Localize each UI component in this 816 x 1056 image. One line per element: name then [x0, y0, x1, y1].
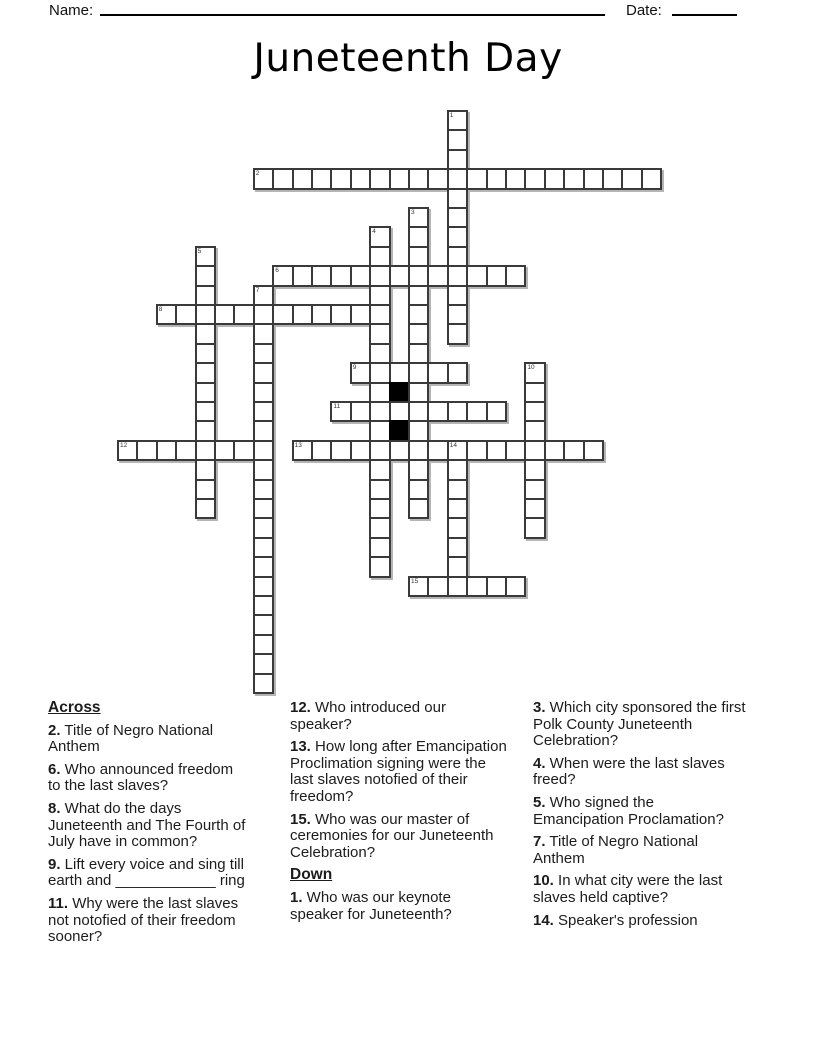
grid-cell[interactable] — [389, 168, 410, 189]
grid-cell[interactable] — [408, 226, 429, 247]
grid-cell[interactable] — [253, 537, 274, 558]
grid-cell[interactable] — [408, 246, 429, 267]
grid-cell[interactable] — [544, 440, 565, 461]
grid-cell[interactable] — [447, 517, 468, 538]
grid-cell[interactable] — [272, 168, 293, 189]
grid-cell[interactable] — [486, 168, 507, 189]
grid-cell[interactable] — [195, 246, 216, 267]
grid-cell[interactable] — [311, 265, 332, 286]
grid-cell[interactable] — [408, 420, 429, 441]
grid-cell[interactable] — [427, 362, 448, 383]
grid-cell[interactable] — [369, 479, 390, 500]
grid-cell[interactable] — [524, 168, 545, 189]
grid-cell[interactable] — [214, 304, 235, 325]
grid-cell[interactable] — [350, 304, 371, 325]
grid-cell[interactable] — [621, 168, 642, 189]
grid-cell[interactable] — [447, 498, 468, 519]
clue-text: Speaker's profession — [553, 911, 698, 929]
clue-item — [533, 700, 748, 750]
clue-number: 3. — [533, 699, 546, 716]
grid-cell[interactable] — [253, 498, 274, 519]
grid-cell[interactable] — [369, 285, 390, 306]
grid-cell[interactable] — [369, 517, 390, 538]
grid-cell[interactable] — [253, 479, 274, 500]
grid-cell[interactable] — [524, 517, 545, 538]
name-blank-line[interactable] — [100, 14, 605, 16]
grid-cell[interactable] — [408, 168, 429, 189]
grid-cell[interactable] — [292, 265, 313, 286]
clue-item — [290, 812, 508, 862]
grid-cell[interactable] — [524, 401, 545, 422]
grid-cell[interactable] — [427, 576, 448, 597]
clue-number: 2. — [48, 721, 61, 739]
grid-cell[interactable] — [253, 595, 274, 616]
grid-cell[interactable] — [253, 362, 274, 383]
grid-cell[interactable] — [389, 362, 410, 383]
clue-text: Who introduced our speaker? — [290, 699, 446, 733]
grid-cell[interactable] — [369, 440, 390, 461]
grid-cell[interactable] — [233, 440, 254, 461]
grid-cell[interactable] — [195, 459, 216, 480]
grid-cell[interactable] — [369, 168, 390, 189]
grid-cell[interactable] — [389, 265, 410, 286]
grid-cell[interactable] — [524, 420, 545, 441]
clue-number: 9. — [48, 855, 61, 873]
clue-number: 7. — [533, 833, 546, 851]
clue-text: What do the days Juneteenth and The Fourth of July have in common? — [48, 799, 246, 851]
grid-cell[interactable] — [408, 576, 429, 597]
grid-cell[interactable] — [156, 440, 177, 461]
grid-cell[interactable] — [233, 304, 254, 325]
clue-item — [48, 762, 248, 795]
grid-cell[interactable] — [253, 382, 274, 403]
clue-number: 1. — [290, 888, 303, 906]
down-heading: Down — [290, 866, 333, 884]
grid-cell[interactable] — [369, 246, 390, 267]
grid-cell-number: 4 — [372, 228, 376, 236]
grid-cell[interactable] — [447, 556, 468, 577]
clue-number: 11. — [48, 894, 69, 912]
grid-cell[interactable] — [486, 265, 507, 286]
grid-cell[interactable] — [447, 304, 468, 325]
grid-cell[interactable] — [524, 362, 545, 383]
grid-cell[interactable] — [330, 168, 351, 189]
grid-cell[interactable] — [292, 304, 313, 325]
grid-cell[interactable] — [466, 265, 487, 286]
clue-column-middle — [290, 700, 508, 929]
grid-cell[interactable] — [486, 401, 507, 422]
grid-cell[interactable] — [253, 168, 274, 189]
clue-number: 5. — [533, 793, 546, 811]
grid-cell-number: 1 — [449, 112, 454, 119]
clue-text: When were the last slaves freed? — [533, 754, 725, 789]
clue-number: 15. — [290, 810, 311, 828]
grid-cell[interactable] — [466, 576, 487, 597]
grid-cell[interactable] — [602, 168, 623, 189]
grid-cell[interactable] — [195, 420, 216, 441]
clue-number: 13. — [290, 738, 311, 756]
grid-cell[interactable] — [369, 459, 390, 480]
grid-cell[interactable] — [447, 207, 468, 228]
black-cell — [389, 382, 410, 403]
grid-cell[interactable] — [253, 634, 274, 655]
grid-cell[interactable] — [524, 498, 545, 519]
grid-cell-number: 8 — [158, 306, 163, 313]
grid-cell[interactable] — [253, 653, 274, 674]
grid-cell[interactable] — [544, 168, 565, 189]
grid-cell[interactable] — [408, 207, 429, 228]
grid-cell-number: 10 — [527, 364, 535, 372]
clue-number: 8. — [48, 799, 61, 817]
clue-text: Lift every voice and sing till earth and ____________ ring — [48, 855, 245, 890]
grid-cell[interactable] — [253, 401, 274, 422]
clue-text: In what city were the last slaves held captive? — [533, 872, 723, 906]
grid-cell[interactable] — [408, 498, 429, 519]
name-label: Name: — [49, 2, 94, 19]
grid-cell[interactable] — [253, 420, 274, 441]
grid-cell[interactable] — [369, 537, 390, 558]
grid-cell[interactable] — [175, 440, 196, 461]
grid-cell[interactable] — [369, 304, 390, 325]
grid-cell[interactable] — [505, 265, 526, 286]
grid-cell[interactable] — [195, 479, 216, 500]
grid-cell[interactable] — [369, 498, 390, 519]
grid-cell[interactable] — [330, 265, 351, 286]
grid-cell-number: 3 — [411, 209, 415, 216]
grid-cell[interactable] — [311, 440, 332, 461]
grid-cell[interactable] — [272, 304, 293, 325]
grid-cell[interactable] — [583, 168, 604, 189]
grid-cell[interactable] — [214, 440, 235, 461]
clue-item — [290, 739, 508, 805]
grid-cell[interactable] — [292, 440, 313, 461]
grid-cell[interactable] — [253, 440, 274, 461]
grid-cell[interactable] — [408, 304, 429, 325]
clue-item — [48, 723, 248, 756]
grid-cell[interactable] — [447, 226, 468, 247]
grid-cell[interactable] — [369, 323, 390, 344]
grid-cell[interactable] — [641, 168, 662, 189]
clue-item — [533, 913, 748, 930]
grid-cell[interactable] — [447, 110, 468, 131]
grid-cell[interactable] — [369, 556, 390, 577]
grid-cell[interactable] — [195, 285, 216, 306]
clue-number: 4. — [533, 754, 546, 772]
clue-number: 14. — [533, 911, 554, 929]
grid-cell[interactable] — [292, 168, 313, 189]
grid-cell[interactable] — [524, 479, 545, 500]
grid-cell[interactable] — [447, 129, 468, 150]
grid-cell[interactable] — [505, 576, 526, 597]
clue-item — [533, 795, 748, 828]
grid-cell[interactable] — [156, 304, 177, 325]
clue-column-down — [533, 700, 748, 935]
clue-text: How long after Emancipation Proclimation signing were the last slaves notofied of their freedom? — [290, 738, 507, 805]
grid-cell[interactable] — [408, 459, 429, 480]
grid-cell[interactable] — [195, 498, 216, 519]
date-label: Date: — [626, 2, 662, 19]
grid-cell[interactable] — [447, 168, 468, 189]
grid-cell[interactable] — [389, 440, 410, 461]
grid-cell[interactable] — [195, 304, 216, 325]
grid-cell[interactable] — [408, 285, 429, 306]
grid-cell-number: 11 — [333, 403, 341, 410]
grid-cell-number: 14 — [449, 441, 458, 449]
grid-cell[interactable] — [447, 440, 468, 461]
grid-cell[interactable] — [447, 246, 468, 267]
grid-cell[interactable] — [505, 168, 526, 189]
grid-cell[interactable] — [486, 576, 507, 597]
clue-item — [48, 857, 248, 890]
grid-cell[interactable] — [253, 323, 274, 344]
grid-cell[interactable] — [427, 401, 448, 422]
grid-cell[interactable] — [427, 265, 448, 286]
grid-cell[interactable] — [195, 323, 216, 344]
grid-cell[interactable] — [466, 440, 487, 461]
grid-cell[interactable] — [195, 362, 216, 383]
grid-cell[interactable] — [408, 401, 429, 422]
grid-cell[interactable] — [408, 323, 429, 344]
grid-cell[interactable] — [447, 401, 468, 422]
clue-item — [533, 834, 748, 867]
grid-cell-number: 9 — [352, 364, 357, 372]
grid-cell[interactable] — [447, 537, 468, 558]
grid-cell[interactable] — [253, 517, 274, 538]
clue-text: Who signed the Emancipation Proclamation? — [533, 793, 724, 828]
grid-cell-number: 15 — [411, 577, 419, 585]
grid-cell[interactable] — [253, 459, 274, 480]
grid-cell[interactable] — [195, 382, 216, 403]
grid-cell[interactable] — [350, 362, 371, 383]
grid-cell[interactable] — [408, 343, 429, 364]
grid-cell[interactable] — [447, 576, 468, 597]
grid-cell[interactable] — [563, 168, 584, 189]
grid-cell-number: 12 — [120, 441, 128, 449]
across-heading: Across — [48, 699, 101, 716]
puzzle-title: Juneteenth Day — [253, 36, 563, 81]
grid-cell[interactable] — [505, 440, 526, 461]
clue-item — [533, 756, 748, 789]
grid-cell[interactable] — [447, 459, 468, 480]
grid-cell[interactable] — [447, 323, 468, 344]
clue-item — [48, 896, 248, 946]
clue-text: Which city sponsored the first Polk County Juneteenth Celebration? — [533, 699, 746, 750]
grid-cell[interactable] — [369, 420, 390, 441]
grid-cell[interactable] — [408, 265, 429, 286]
grid-cell[interactable] — [369, 226, 390, 247]
clue-text: Who was our keynote speaker for Juneteenth? — [290, 888, 452, 923]
date-blank-line[interactable] — [672, 14, 737, 16]
grid-cell[interactable] — [486, 440, 507, 461]
grid-cell[interactable] — [253, 343, 274, 364]
grid-cell[interactable] — [408, 382, 429, 403]
clue-number: 12. — [290, 699, 311, 716]
grid-cell-number: 5 — [197, 247, 202, 255]
clue-text: Title of Negro National Anthem — [533, 833, 699, 867]
grid-cell-number: 2 — [255, 170, 260, 178]
grid-cell[interactable] — [195, 343, 216, 364]
clue-text: Who announced freedom to the last slaves? — [48, 760, 234, 795]
grid-cell[interactable] — [136, 440, 157, 461]
grid-cell[interactable] — [350, 401, 371, 422]
grid-cell[interactable] — [369, 382, 390, 403]
grid-cell[interactable] — [175, 304, 196, 325]
clue-number: 6. — [48, 760, 61, 778]
grid-cell[interactable] — [408, 362, 429, 383]
clue-item — [48, 801, 248, 851]
grid-cell[interactable] — [369, 343, 390, 364]
grid-cell[interactable] — [330, 440, 351, 461]
clue-item — [290, 700, 508, 733]
grid-cell[interactable] — [408, 479, 429, 500]
clue-text: Why were the last slaves not notofied of their freedom sooner? — [48, 894, 239, 946]
grid-cell[interactable] — [408, 440, 429, 461]
black-cell — [389, 420, 410, 441]
clue-column-across — [48, 700, 248, 952]
grid-cell[interactable] — [253, 614, 274, 635]
clue-number: 10. — [533, 872, 554, 890]
grid-cell[interactable] — [447, 265, 468, 286]
grid-cell[interactable] — [350, 440, 371, 461]
grid-cell-number: 13 — [294, 441, 302, 449]
grid-cell[interactable] — [311, 304, 332, 325]
grid-cell[interactable] — [369, 362, 390, 383]
grid-cell[interactable] — [253, 673, 274, 694]
grid-cell[interactable] — [447, 285, 468, 306]
grid-cell[interactable] — [583, 440, 604, 461]
grid-cell[interactable] — [447, 149, 468, 170]
grid-cell[interactable] — [427, 440, 448, 461]
grid-cell[interactable] — [195, 440, 216, 461]
grid-cell[interactable] — [350, 168, 371, 189]
grid-cell[interactable] — [524, 440, 545, 461]
grid-cell[interactable] — [330, 304, 351, 325]
clue-text: Who was our master of ceremonies for our Juneteenth Celebration? — [290, 810, 494, 861]
grid-cell[interactable] — [369, 265, 390, 286]
grid-cell[interactable] — [427, 168, 448, 189]
grid-cell[interactable] — [447, 362, 468, 383]
grid-cell[interactable] — [195, 401, 216, 422]
grid-cell[interactable] — [117, 440, 138, 461]
grid-cell[interactable] — [272, 265, 293, 286]
grid-cell[interactable] — [369, 401, 390, 422]
grid-cell[interactable] — [253, 556, 274, 577]
grid-cell[interactable] — [524, 459, 545, 480]
grid-cell[interactable] — [389, 401, 410, 422]
grid-cell-number: 7 — [255, 286, 260, 294]
clue-item — [533, 873, 748, 906]
grid-cell[interactable] — [253, 576, 274, 597]
grid-cell[interactable] — [195, 265, 216, 286]
grid-cell[interactable] — [447, 188, 468, 209]
grid-cell[interactable] — [330, 401, 351, 422]
grid-cell[interactable] — [350, 265, 371, 286]
clue-item — [290, 890, 508, 923]
grid-cell[interactable] — [447, 479, 468, 500]
grid-cell-number: 6 — [275, 267, 279, 275]
grid-cell[interactable] — [311, 168, 332, 189]
grid-cell[interactable] — [563, 440, 584, 461]
clue-text: Title of Negro National Anthem — [48, 721, 214, 756]
grid-cell[interactable] — [253, 304, 274, 325]
grid-cell[interactable] — [466, 401, 487, 422]
grid-cell[interactable] — [524, 382, 545, 403]
grid-cell[interactable] — [466, 168, 487, 189]
grid-cell[interactable] — [253, 285, 274, 306]
